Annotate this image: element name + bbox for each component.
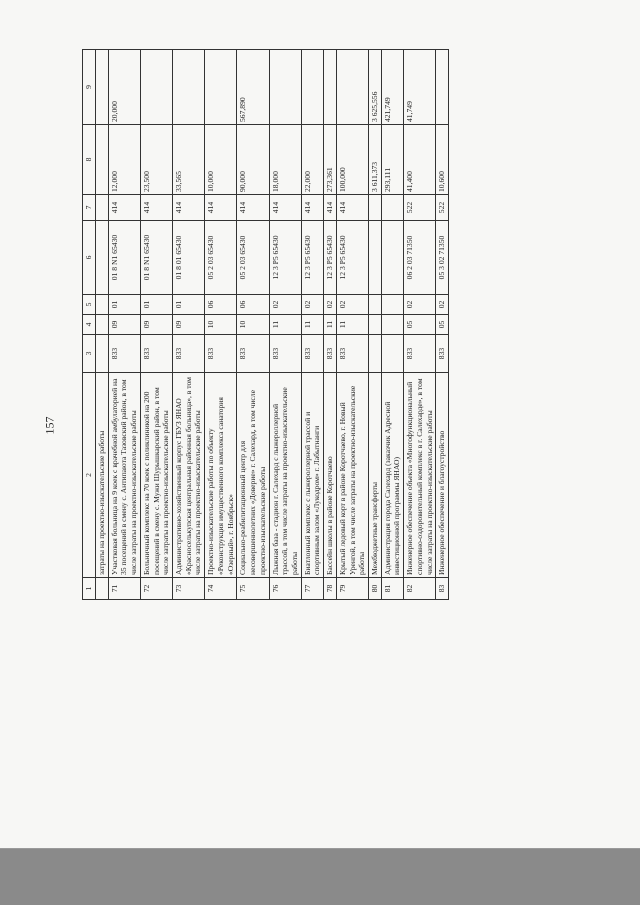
row-amount-1: 90,000 <box>237 125 269 195</box>
table-row <box>140 50 172 600</box>
row-code-expense <box>96 195 109 221</box>
row-amount-1: 10,000 <box>205 125 237 195</box>
row-code-expense <box>381 195 403 221</box>
row-amount-2 <box>140 50 172 125</box>
row-number: 79 <box>336 578 368 600</box>
row-code-ministry: 833 <box>140 335 172 373</box>
row-code-subsection <box>96 295 109 315</box>
row-amount-2: 20,000 <box>108 50 140 125</box>
row-amount-1: 10,600 <box>436 125 449 195</box>
row-name: Больничный комплекс на 70 коек с поликлиникой на 200 посещений в смену с. Мужи Шурышкарский район, в том числе затраты на проектно-изыскательские работы <box>140 373 172 578</box>
row-name: затраты на проектно-изыскательские работы <box>96 373 109 578</box>
row-amount-2: 567,890 <box>237 50 269 125</box>
row-code-subsection: 01 <box>173 295 205 315</box>
row-code-ministry: 833 <box>436 335 449 373</box>
row-code-subsection: 02 <box>336 295 368 315</box>
table-row <box>336 50 368 600</box>
row-amount-2: 421,749 <box>381 50 403 125</box>
row-code-ministry: 833 <box>205 335 237 373</box>
row-code-expense: 414 <box>205 195 237 221</box>
row-code-section: 05 <box>404 315 436 335</box>
row-amount-1: 22,000 <box>301 125 323 195</box>
row-code-subsection: 02 <box>404 295 436 315</box>
row-amount-2: 3 625,556 <box>368 50 381 125</box>
row-code-section: 10 <box>237 315 269 335</box>
table-row <box>381 50 403 600</box>
row-code-section: 10 <box>205 315 237 335</box>
rotated-table-wrapper <box>82 50 610 600</box>
table-row <box>269 50 301 600</box>
row-code-subsection: 06 <box>205 295 237 315</box>
row-number: 73 <box>173 578 205 600</box>
row-code-section: 05 <box>436 315 449 335</box>
row-code-ministry: 833 <box>324 335 337 373</box>
row-code-subsection: 02 <box>436 295 449 315</box>
table-row <box>237 50 269 600</box>
row-code-section: 11 <box>324 315 337 335</box>
row-amount-1: 100,000 <box>336 125 368 195</box>
row-code-subsection: 01 <box>108 295 140 315</box>
row-code-subsection <box>381 295 403 315</box>
row-code-section: 11 <box>301 315 323 335</box>
row-name: Межбюджетные трансферты <box>368 373 381 578</box>
row-code-section <box>381 315 403 335</box>
row-code-expense: 522 <box>404 195 436 221</box>
row-code-target: 01 8 N1 65430 <box>140 221 172 295</box>
row-code-expense: 414 <box>269 195 301 221</box>
row-code-target <box>381 221 403 295</box>
row-code-subsection <box>368 295 381 315</box>
table-row <box>205 50 237 600</box>
row-code-target: 06 2 03 71350 <box>404 221 436 295</box>
row-code-target: 12 3 P5 65430 <box>301 221 323 295</box>
row-code-target: 12 3 P5 65430 <box>336 221 368 295</box>
row-name: Социально-реабилитационный центр для несовершеннолетних «Доверие» г. Салехард, в том числе проектно-изыскательские работы <box>237 373 269 578</box>
row-code-target: 05 3 02 71350 <box>436 221 449 295</box>
row-amount-2 <box>205 50 237 125</box>
table-row <box>108 50 140 600</box>
row-code-expense: 414 <box>237 195 269 221</box>
row-code-ministry <box>368 335 381 373</box>
header-col-4: 4 <box>83 315 96 335</box>
row-amount-1: 273,361 <box>324 125 337 195</box>
header-col-6: 6 <box>83 221 96 295</box>
row-name: Проектно-изыскательские работы по объекту «Реконструкция имущественного комплекса санатория «Озерный», г. Ноябрьск» <box>205 373 237 578</box>
row-name: Биатлонный комплекс с лыжероллерной трассой и спортивным залом «Лукодром» г. Лабытнанги <box>301 373 323 578</box>
row-code-subsection: 06 <box>237 295 269 315</box>
row-amount-2 <box>269 50 301 125</box>
row-name: Администрация города Салехард (заказчик Адресной инвестиционной программы ЯНАО) <box>381 373 403 578</box>
header-col-7: 7 <box>83 195 96 221</box>
row-amount-2 <box>324 50 337 125</box>
row-code-ministry: 833 <box>269 335 301 373</box>
header-col-8: 8 <box>83 125 96 195</box>
row-code-section: 09 <box>140 315 172 335</box>
row-code-target <box>368 221 381 295</box>
header-col-9: 9 <box>83 50 96 125</box>
row-number: 80 <box>368 578 381 600</box>
row-code-expense: 414 <box>108 195 140 221</box>
row-amount-2 <box>336 50 368 125</box>
row-code-target: 12 3 P5 65430 <box>269 221 301 295</box>
header-col-2: 2 <box>83 373 96 578</box>
table-header-row <box>83 50 96 600</box>
table-row <box>368 50 381 600</box>
row-code-expense: 414 <box>324 195 337 221</box>
row-code-expense <box>368 195 381 221</box>
header-col-5: 5 <box>83 295 96 315</box>
budget-table <box>82 49 449 600</box>
row-number: 78 <box>324 578 337 600</box>
row-code-section: 09 <box>173 315 205 335</box>
row-code-ministry: 833 <box>237 335 269 373</box>
row-number <box>96 578 109 600</box>
row-name: Участковая больница на 9 коек с врачебной амбулаторией на 35 посещений в смену с. Антипаюта Тазовский район, в том числе затраты на проектно-изыскательские работы <box>108 373 140 578</box>
row-code-expense: 522 <box>436 195 449 221</box>
row-code-ministry: 833 <box>404 335 436 373</box>
table-row <box>324 50 337 600</box>
header-col-1: 1 <box>83 578 96 600</box>
row-code-expense: 414 <box>336 195 368 221</box>
table-row <box>96 50 109 600</box>
row-name: Бассейн школы в районе Коротчаево <box>324 373 337 578</box>
row-amount-2 <box>301 50 323 125</box>
row-name: Лыжная база - стадион г. Салехард с лыжероллерной трассой, в том числе затраты на проектно-изыскательские работы <box>269 373 301 578</box>
table-row <box>301 50 323 600</box>
row-amount-1: 3 611,373 <box>368 125 381 195</box>
row-code-subsection: 02 <box>301 295 323 315</box>
row-code-target: 01 8 01 65430 <box>173 221 205 295</box>
row-amount-1: 18,000 <box>269 125 301 195</box>
row-code-target: 05 2 03 65430 <box>237 221 269 295</box>
row-code-section: 11 <box>336 315 368 335</box>
row-name: Крытый ледовый корт в районе Коротчаево, г. Новый Уренгой, в том числе затраты на проектно-изыскательские работы <box>336 373 368 578</box>
page-number: 157 <box>42 416 57 435</box>
row-amount-1 <box>96 125 109 195</box>
row-number: 81 <box>381 578 403 600</box>
row-code-section: 09 <box>108 315 140 335</box>
row-code-ministry: 833 <box>108 335 140 373</box>
row-code-ministry: 833 <box>301 335 323 373</box>
row-name: Административно-хозяйственный корпус ГБУЗ ЯНАО «Красноселькупская центральная районная больница», в том числе затраты на проектно-изыскательские работы <box>173 373 205 578</box>
row-amount-2 <box>173 50 205 125</box>
header-col-3: 3 <box>83 335 96 373</box>
row-code-target <box>96 221 109 295</box>
row-code-expense: 414 <box>301 195 323 221</box>
row-amount-2 <box>436 50 449 125</box>
row-amount-1: 41,400 <box>404 125 436 195</box>
row-amount-1: 23,500 <box>140 125 172 195</box>
table-row <box>436 50 449 600</box>
row-number: 76 <box>269 578 301 600</box>
row-code-expense: 414 <box>173 195 205 221</box>
row-code-section <box>96 315 109 335</box>
row-code-ministry <box>381 335 403 373</box>
row-amount-2: 41,749 <box>404 50 436 125</box>
row-code-ministry: 833 <box>173 335 205 373</box>
row-amount-1: 293,111 <box>381 125 403 195</box>
row-code-target: 05 2 03 65430 <box>205 221 237 295</box>
row-number: 83 <box>436 578 449 600</box>
row-name: Инженерное обеспечение объекта «Многофункциональный спортивно-оздоровительный комплекс в г. Салехарде», в том числе затраты на проектно-изыскательские работы <box>404 373 436 578</box>
row-number: 75 <box>237 578 269 600</box>
row-code-subsection: 01 <box>140 295 172 315</box>
row-code-target: 01 8 N1 65430 <box>108 221 140 295</box>
row-code-expense: 414 <box>140 195 172 221</box>
row-amount-1: 12,000 <box>108 125 140 195</box>
row-code-subsection: 02 <box>269 295 301 315</box>
row-code-section <box>368 315 381 335</box>
row-number: 72 <box>140 578 172 600</box>
table-row <box>173 50 205 600</box>
row-code-section: 11 <box>269 315 301 335</box>
row-name: Инженерное обеспечение и благоустройство <box>436 373 449 578</box>
table-row <box>404 50 436 600</box>
row-code-ministry: 833 <box>336 335 368 373</box>
row-number: 71 <box>108 578 140 600</box>
row-amount-1: 33,565 <box>173 125 205 195</box>
row-number: 77 <box>301 578 323 600</box>
row-code-ministry <box>96 335 109 373</box>
row-code-target: 12 3 P5 65430 <box>324 221 337 295</box>
row-code-subsection: 02 <box>324 295 337 315</box>
row-amount-2 <box>96 50 109 125</box>
row-number: 74 <box>205 578 237 600</box>
row-number: 82 <box>404 578 436 600</box>
